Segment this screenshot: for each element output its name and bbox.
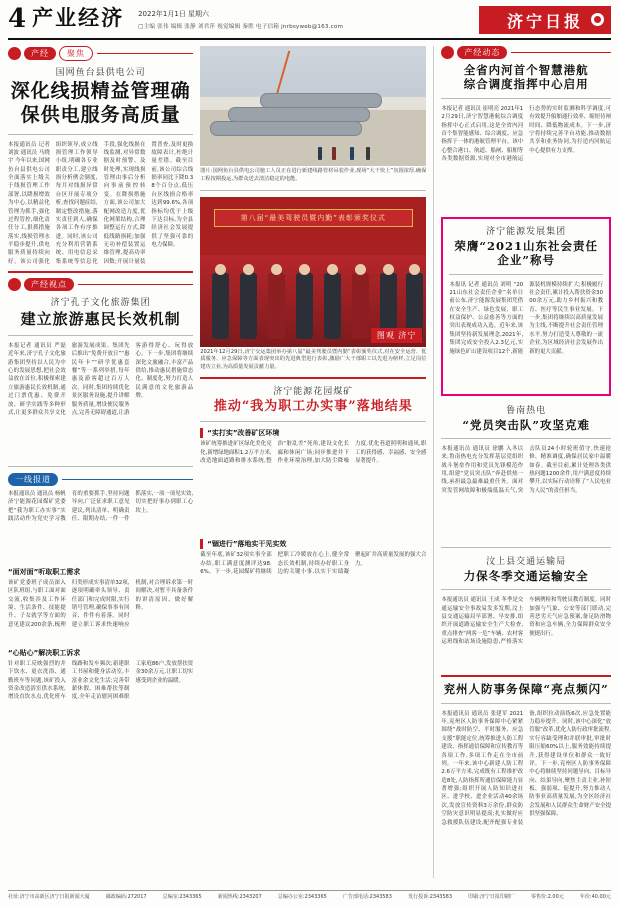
person-figure xyxy=(268,273,285,339)
tag-label-viewpoint: 产经视点 xyxy=(24,278,74,291)
photo1-caption: 图片:国网鱼台县供电公司施工人员正在进行新建线路管材吊装作业,现场“大干快上”氛围浓厚,确保工程按期投运,为群众送去清洁稳定的电能。 xyxy=(200,168,427,182)
photo2-caption: 2021年12月29日,济宁交运集团举办第八届“最美驾驶员暨内勤”表彰颁奖仪式,对在安全运营、优质服务、应急保障等方面表现突出的先进典型进行表彰,激励广大干部职工以先进为榜样,立足岗位建功立业,为高质量发展贡献力量。 xyxy=(200,348,427,371)
news3-kicker: 鲁南热电 xyxy=(506,405,547,416)
section-title: 产业经济 xyxy=(32,5,125,30)
column-middle xyxy=(200,46,426,878)
worker-figure xyxy=(366,147,370,160)
footer-item: 印刷:济宁日报印刷厂 xyxy=(468,894,515,900)
divider xyxy=(200,421,426,422)
divider xyxy=(8,335,193,336)
article3-body-2: 针对职工反映强烈的井下饮水、更衣洗浴、通勤班车等问题,该矿投入资金改造浴室供水系统,增设直饮水点,优化班车线路和发车频次;新建职工书屋和健身活动室,丰富业余文化生活;完善带薪休假、困难帮扶等制度,全年走访慰问困难职工家庭86户,发放帮扶资金30余万元,让职工切实感受到企业的温暖。 xyxy=(8,660,194,701)
photo-award-ceremony xyxy=(200,197,426,347)
divider xyxy=(441,98,611,99)
article-coal-body-3: 该矿统筹推进矿区绿化美化亮化,新增绿地面积1.2万平方米,改造地面道路和排水系统,整治“脏乱差”死角,建设文化长廊和休闲广场;同步推进井下作业环境治理,加大防尘降噪力度,优化巷道照明和通风,职工的获得感、幸福感、安全感显著提升。 xyxy=(200,441,427,464)
tag-rule xyxy=(78,284,193,285)
tag-label-focus: 聚焦 xyxy=(59,46,93,61)
page-footer xyxy=(8,890,611,900)
article-coal-subhead-3: “实打实”改善矿区环境 xyxy=(200,428,426,438)
worker-figure xyxy=(332,147,336,160)
bullet-icon xyxy=(8,278,21,291)
section-tag-frontline xyxy=(8,473,193,486)
pipe-shape xyxy=(210,121,362,136)
tag-rule xyxy=(62,479,193,480)
ceremony-banner-text: 第八届“最美驾驶员暨内勤”表彰颁奖仪式 xyxy=(214,209,413,227)
divider-red xyxy=(8,271,193,273)
paper-logo xyxy=(479,6,611,34)
divider xyxy=(8,466,193,467)
pipe-shape xyxy=(228,107,370,122)
tag-rule xyxy=(97,53,193,54)
section-tag-dynamics xyxy=(441,46,611,59)
divider xyxy=(449,274,603,275)
divider-red xyxy=(200,377,426,379)
article3-subhead-2: “心贴心”解决职工诉求 xyxy=(8,648,81,657)
footer-address: 社址:济宁市高新区济宁日报新闻大厦 xyxy=(8,894,90,900)
staff-credits: □主编 张伟 编辑 张静 刘君萍 视觉编辑 秦胜 电子信箱 jnrbsyweb@163.com xyxy=(138,24,344,30)
pipe-shape xyxy=(260,93,382,108)
news3-body: 本报通讯员 通讯员 徐鹏 入冬以来,鲁南热电充分发挥基层党组织战斗堡垒作用和党员先锋模范作用,组建“党员突击队”奔赴供热一线,承担最急最难最重任务。面对突发管网故障和极端低温天气,突击队员24小时轮班值守,快速抢修、精准调度,确保居民家中温暖如春。截至目前,累计处理各类供热问题1200余件,用户满意度持续攀升,以实际行动诠释了“人民电业为人民”的责任担当。 xyxy=(441,445,611,494)
article-coal-kicker: 济宁能源花园煤矿 xyxy=(273,386,354,397)
tag-rule xyxy=(511,52,611,53)
divider-red xyxy=(441,675,611,677)
column-left xyxy=(8,46,193,878)
footer-item: 广告部电话:2343583 xyxy=(342,894,392,900)
footer-item: 邮政编码:272017 xyxy=(105,894,147,900)
person-figure xyxy=(240,273,257,339)
worker-figure xyxy=(350,147,354,160)
news2-headline: 荣膺“2021山东社会责任企业”称号 xyxy=(454,238,598,268)
article2-kicker: 济宁孔子文化旅游集团 xyxy=(50,298,151,309)
tag-label-chanjing: 产经 xyxy=(24,47,56,60)
article1-headline: 深化线损精益管理确保供电服务高质量 xyxy=(10,80,191,126)
news2-body: 本报讯 记者 通讯员 刘明 “2021山东社会责任企业”名单日前公布,济宁能源发展集团凭借在安全生产、绿色发展、职工权益保护、公益慈善等方面的突出表现成功入选。近年来,该集团坚持新发展理念,2021年,集团完成安全投入2.3亿元,实施绿色矿山建设项目12个,新能源装机规模持续扩大;积极履行社会责任,累计投入帮扶资金3000余万元,助力乡村振兴和教育、医疗等民生事业发展。下一步,集团将继续以高质量发展为主线,不断提升社会责任管理水平,努力打造受人尊敬的一流企业,为区域经济社会发展作出新的更大贡献。 xyxy=(449,281,603,355)
bullet-icon xyxy=(8,47,21,60)
person-figure xyxy=(352,273,369,339)
bullet-icon xyxy=(441,46,454,59)
section-tag-focus xyxy=(8,46,193,61)
logo-sun-icon xyxy=(591,13,604,26)
paper-name: 济宁日报 xyxy=(506,11,583,31)
article-coal-body-4: 截至年底,该矿32项实事全部办结,职工满意度测评达98.6%。下一步,花园煤矿将继续把职工冷暖放在心上,健全常态长效机制,持续办好职工身边的关键小事,以实干实绩凝聚起矿井高质量发展的强大合力。 xyxy=(200,552,427,575)
footer-item: 新闻热线:2343207 xyxy=(217,894,262,900)
divider xyxy=(441,547,611,548)
photo-pipeline-construction xyxy=(200,46,426,166)
masthead xyxy=(8,6,611,40)
news1-body: 本报记者 通讯员 崔明亮 2021年12月29日,济宁智慧港航综合调度指挥中心正式启用,这是全省内河首个集智能感知、综合调度、应急指挥于一体的港航管理平台。该中心整合港口、航道、船闸、船舶等各类数据资源,实现对全市港航运行态势的实时监测和科学调度,可有效提升船舶通行效率、缩短待闸时间、降低物流成本。下一步,济宁将持续完善平台功能,推动数据共享和业务协同,为打造内河航运中心提供有力支撑。 xyxy=(441,105,611,162)
divider xyxy=(8,134,193,135)
news1-headline-2: 综合调度指挥中心启用 xyxy=(463,77,589,92)
footer-item: 零售价:2.00元 xyxy=(530,894,564,900)
divider xyxy=(441,438,611,439)
column-right xyxy=(433,46,611,878)
divider xyxy=(441,589,611,590)
news3-headline: “党员突击队”攻坚克难 xyxy=(462,417,591,432)
section-tag-viewpoint xyxy=(8,278,193,291)
article2-headline: 建立旅游惠民长效机制 xyxy=(20,310,181,329)
footer-item: 总编室:2343365 xyxy=(162,894,202,900)
person-figure xyxy=(296,273,313,339)
masthead-meta xyxy=(138,6,479,30)
news5-body: 本报通讯员 通讯员 张建军 2021年,兖州区人防事务保障中心紧紧围绕“战时防空、平时服务、应急支援”职能定位,统筹推进人防工程建设、指挥通信保障和宣传教育等各项工作,多项工作走在全市前列。一年来,该中心新建人防工程2.6万平方米,完成既有工程维护改造8处,人防指挥所通信保障能力显著增强;组织开展人防知识进社区、进学校、进企业活动40余场次,发放宣传资料3万余份,群众防空防灾意识明显提高;扎实做好应急救援队伍建设,配齐配强专业装备,组织拉动演练6次,应急处置能力稳步提升。同时,该中心深化“放管服”改革,优化人防行政审批流程,实行容缺受理和并联审批,审批时限压缩60%以上,服务效能持续提升,获得建设单位和群众一致好评。下一步,兖州区人防事务保障中心将继续坚持问题导向、目标导向、结果导向,聚焦主责主业,补短板、强弱项、促提升,努力推动人防事业高质量发展,为全区经济社会发展和人民群众生命财产安全提供坚强保障。 xyxy=(441,710,611,826)
worker-figure xyxy=(318,147,322,160)
publication-date: 2022年1月1日 星期六 xyxy=(138,10,210,18)
page-number: 4 xyxy=(8,4,27,34)
article1-kicker: 国网鱼台县供电公司 xyxy=(55,68,146,78)
news4-body: 本报通讯员 通讯员 王成 冬季是交通运输安全事故易发多发期,汶上县交通运输局早部署、早安排,组织开展道路运输安全生产大检查,重点排查“两客一危”车辆、农村客运班线和站场设施隐患,严格落实车辆例检和驾驶员教育制度。同时加强与气象、公安等部门联动,完善恶劣天气应急预案,备足防滑物资和应急车辆,全力保障群众安全便捷出行。 xyxy=(441,597,611,646)
tag-label-dynamics: 产经动态 xyxy=(457,46,507,59)
article3-body-1: 该矿党委班子成员深入区队班组,与职工面对面交流,收集涉及工作环境、生活条件、技能提升、子女就学等方面的意见建议200余条,梳理归类形成实事清单32项,逐项明确牵头领导、责任部门和完成时限,实行销号管理,确保事事有回音、件件有着落。同时建立职工诉求快速响应机制,对合理诉求第一时间解决,对暂不具备条件的讲清原因、做好解释。 xyxy=(8,579,194,628)
news1-headline: 全省内河首个智慧港航 xyxy=(463,63,589,77)
news4-kicker: 汶上县交通运输局 xyxy=(486,556,567,567)
article3-subhead-1: “面对面”听取职工需求 xyxy=(8,567,81,576)
footer-item: 年价:40.00元 xyxy=(579,894,611,900)
tag-label-frontline: 一线报道 xyxy=(8,473,58,486)
article1-body: 本报通讯员 记者 刘波 通讯员 马晓宇 今年以来,国网鱼台县供电公司全面落实上级关于线损管理工作部署,以降损增效为中心,以精益化管理为抓手,强化过程管控,细化责任分工,狠抓措施落实,线损管理水平稳步提升,供电服务质量持续向好。该公司强化组织领导,成立线损管理工作领导小组,明确各专业职责分工,建立线损分析例会制度,每月对线损异常台区开展专项分析,查找问题症结,制定整改措施,落实责任到人,确保各项工作有序推进。同时,该公司充分利用营销系统、用电信息采集系统等信息化手段,强化线损在线监测,对异常数据及时预警、及时处理,实现线损管理由事后分析向事前预控转变。在降损措施方面,该公司加大配网改造力度,优化网架结构,合理调整运行方式,降低线路损耗;加强无功补偿装置运维管理,提高功率因数;开展计量装置普查,及时更换故障表计,杜绝计量差错。截至目前,该公司综合线损率同比下降0.38个百分点,低压台区线损合格率达到99.6%,各项指标均优于上级下达目标,为全县经济社会发展提供了坚强可靠的电力保障。 xyxy=(8,141,194,265)
footer-item: 总编办公室:2343365 xyxy=(277,894,327,900)
page-body xyxy=(8,46,611,878)
news4-headline: 力保冬季交通运输安全 xyxy=(463,568,589,583)
crane-icon xyxy=(275,51,290,96)
article-coal-headline: 推动“我为职工办实事”落地结果 xyxy=(213,398,413,414)
article-coal-subhead-4: “锢进行”落地实干见实效 xyxy=(200,539,426,549)
divider xyxy=(200,190,426,191)
news5-headline: 兖州人防事务保障“亮点频闪” xyxy=(443,682,609,697)
footer-item: 发行投诉:2343583 xyxy=(408,894,453,900)
person-figure xyxy=(212,273,229,339)
article2-body: 本报记者 通讯员 严磊 近年来,济宁孔子文化旅游集团坚持以人民为中心的发展思想,把社会效益放在首位,积极探索建立旅游惠民长效机制,通过门票优惠、免费开放、研学实践等多种形式,让更多群众共享文化旅游发展成果。集团先后推出“免费开放日”“惠民年卡”“研学优惠套餐”等一系列举措,每年惠及游客超过百万人次。同时,集团持续优化景区服务设施,提升讲解服务质量,增设便民服务点,完善无障碍通道,让游客游得舒心、玩得放心。下一步,集团将继续深化文旅融合,丰富产品供给,推动惠民措施常态化、制度化,努力打造人民满意的文化旅游品牌。 xyxy=(8,342,194,416)
news2-kicker: 济宁能源发展集团 xyxy=(486,226,567,237)
divider xyxy=(441,703,611,704)
article3-body: 本报通讯员 通讯员 杨帆 济宁能源花园煤矿党委把“我为职工办实事”实践活动作为党史学习教育的重要抓手,坚持问题导向,广泛征求职工意见建议,列出清单、明确责任、限期办结,一件一件抓落实,一项一项见实效,切实把好事办到职工心坎上。 xyxy=(8,490,194,522)
photo-stamp-label: 图观 济宁 xyxy=(371,328,423,343)
highlighted-story-box xyxy=(441,217,611,396)
person-figure xyxy=(324,273,341,339)
